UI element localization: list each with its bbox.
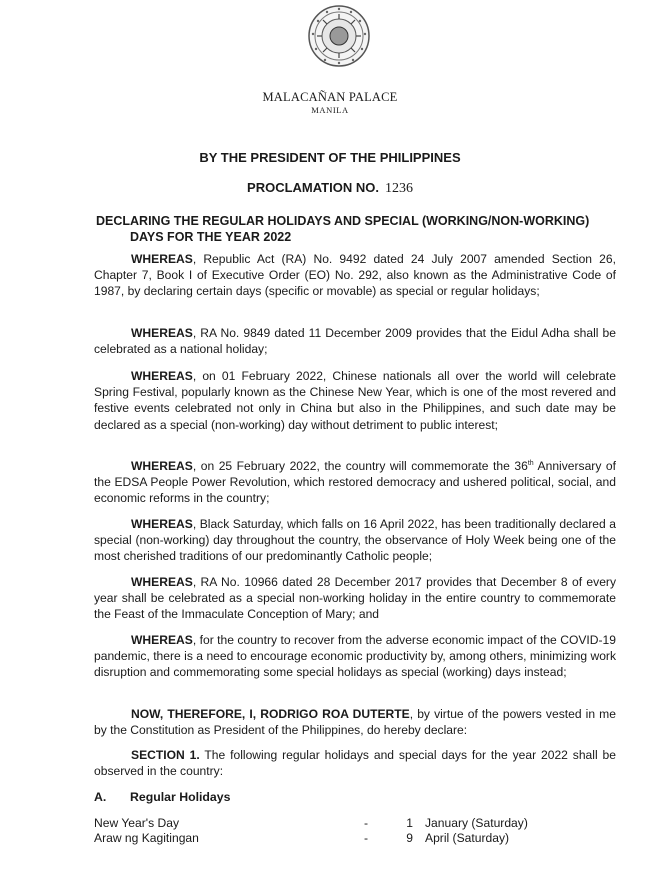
palace-name: MALACAÑAN PALACE (262, 90, 398, 104)
clause-lead: SECTION 1. (131, 748, 200, 762)
holiday-name: Araw ng Kagitingan (94, 831, 199, 845)
presidential-seal-icon (307, 4, 371, 68)
whereas-clause-6 (94, 574, 616, 623)
clause-text: The following regular holidays and special days for the year 2022 shall be observed in the country: (94, 748, 616, 779)
clause-text: , Republic Act (RA) No. 9492 dated 24 July 2007 amended Section 26, Chapter 7, Book I of Executive Order (EO) No. 292, also known as the Administrative Code of 1987, by declaring certain days (specific or movable) as special or regular holidays; (94, 252, 616, 299)
proclamation-label: PROCLAMATION NO. (247, 180, 379, 195)
section-a-heading (94, 790, 230, 804)
palace-city: MANILA (311, 105, 349, 115)
section-a-title: Regular Holidays (130, 790, 231, 804)
clause-text: , RA No. 10966 dated 28 December 2017 provides that December 8 of every year shall be celebrated as a special non-working holiday in the entire country to commemorate the Feast of the Immaculate Conception of Mary; and (94, 575, 616, 622)
declaration-clause (94, 706, 616, 738)
holiday-dash: - (364, 816, 369, 830)
clause-text: , on 25 February 2022, the country will commemorate the 36 (192, 459, 528, 473)
whereas-clause-1 (94, 251, 616, 300)
clause-lead: WHEREAS (131, 252, 193, 266)
document-title-line-1: DECLARING THE REGULAR HOLIDAYS AND SPECIAL (WORKING/NON-WORKING) (96, 214, 590, 228)
holiday-dash: - (364, 831, 369, 845)
holiday-day: 9 (406, 831, 413, 845)
holiday-row (94, 816, 616, 832)
clause-lead: NOW, THEREFORE, I, RODRIGO ROA DUTERTE (131, 707, 410, 721)
clause-lead: WHEREAS (131, 517, 193, 531)
proclamation-heading (0, 180, 660, 197)
clause-text: , RA No. 9849 dated 11 December 2009 provides that the Eidul Adha shall be celebrated as a national holiday; (94, 326, 616, 357)
holiday-name: New Year's Day (94, 816, 179, 830)
clause-text-continued: Anniversary of the EDSA People Power Revolution, which restored democracy and ushered political, social, and economic reforms in the country; (94, 459, 616, 506)
document-title-line-2: DAYS FOR THE YEAR 2022 (130, 230, 292, 244)
clause-text: , on 01 February 2022, Chinese nationals all over the world will celebrate Spring Festival, popularly known as the Chinese New Year, which is one of the most revered and festive events celebrated not only in China but also in the Philippines, and such date may be declared as a special (non-working) day without detriment to public interest; (94, 369, 616, 432)
whereas-clause-2 (94, 325, 616, 357)
whereas-clause-4 (94, 458, 616, 507)
whereas-clause-5 (94, 516, 616, 565)
whereas-clause-7 (94, 632, 616, 681)
clause-text: , for the country to recover from the adverse economic impact of the COVID-19 pandemic, there is a need to encourage economic productivity by, among others, minimizing work disruption and commemorating some special holidays as special (working) days instead; (94, 633, 616, 680)
proclamation-number: 1236 (384, 181, 413, 196)
clause-lead: WHEREAS (131, 326, 193, 340)
by-president-heading: BY THE PRESIDENT OF THE PHILIPPINES (199, 150, 461, 165)
section-a-letter: A. (94, 790, 107, 804)
clause-text: , by virtue of the powers vested in me by the Constitution as President of the Philippines, do hereby declare: (94, 707, 616, 738)
section-1-clause (94, 747, 616, 779)
holiday-date: April (Saturday) (425, 831, 510, 845)
holiday-date: January (Saturday) (425, 816, 528, 830)
clause-lead: WHEREAS (131, 369, 193, 383)
clause-lead: WHEREAS (131, 459, 193, 473)
holiday-row (94, 831, 616, 847)
holiday-day: 1 (406, 816, 413, 830)
clause-lead: WHEREAS (131, 575, 193, 589)
ordinal-suffix: th (527, 459, 534, 467)
whereas-clause-3 (94, 368, 616, 433)
clause-lead: WHEREAS (131, 633, 193, 647)
clause-text: , Black Saturday, which falls on 16 April 2022, has been traditionally declared a special (non-working) day throughout the country, the observance of Holy Week being one of the most cherished traditions of our predominantly Catholic people; (94, 517, 616, 564)
